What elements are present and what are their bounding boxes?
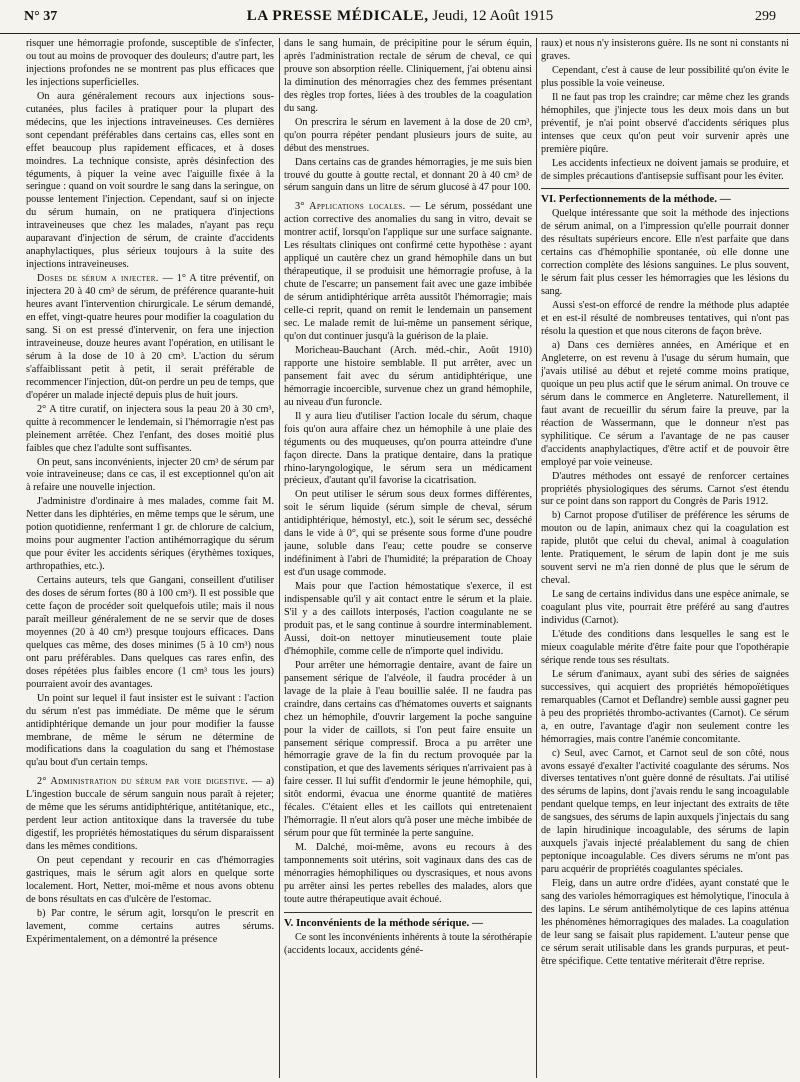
section-heading: VI. Perfectionnements de la méthode. —: [541, 193, 731, 206]
subsection-label: Doses de sérum a injecter.: [37, 273, 159, 285]
issue-date: Jeudi, 12 Août 1915: [432, 8, 554, 24]
paragraph: Le sérum d'animaux, ayant subi des séries de saignées successives, qui acquiert des propriétés hémopoïétiques remarquables (Carnot et Deflandre) semble aussi gagner peu à peu des propriétés thrombo-activantes (Carnot). Ce sérum a, en outre, l'avantage d'agir non seulement contre les hémorragies, mais contre l'anémie concomitante.: [541, 668, 789, 745]
paragraph: [26, 776, 274, 854]
paragraph: On peut utiliser le sérum sous deux formes différentes, soit le sérum liquide (sérum simple de cheval, sérum antidiphtérique, hémostyl, etc.), soit le sérum sec, desséché dans le vide à 0°, qui se présente sous forme d'une poudre jaune, soluble dans l'eau; cette poudre se conserve indéfiniment à l'abri de l'humidité; la préparation de Choay est d'un usage commode.: [284, 489, 532, 579]
paragraph: On aura généralement recours aux injections sous-cutanées, plus faciles à pratiquer pour la plupart des médecins, que les injections intraveineuses. Ces dernières sont cependant préférables dans certains cas, elles sont en effet beaucoup plus rapidement efficaces, et à doses moindres. La technique consiste, après désinfection des téguments, à piquer la veine avec l'aiguille fixée à la seringue : quand on voit sourdre le sang dans la seringue, on pousse lentement l'injection. Cependant, sauf si on injecte du sérum humain, on ne pratiquera d'injections intraveineuses que chez les malades, n'ayant pas reçu auparavant d'injection de sérum, de crainte d'accidents anaphylactiques, plus sérieux toujours à la suite des injections intraveineuses.: [26, 90, 274, 271]
journal-title: LA PRESSE MÉDICALE,: [246, 8, 429, 24]
paragraph: J'administre d'ordinaire à mes malades, comme fait M. Netter dans les diphtéries, en même temps que le sérum, une potion quotidienne, renfermant 1 gr. de chlorure de calcium, moins pour augmenter l'action antihémorragique du sérum que pour éviter les accidents sériques (érythèmes toxiques, arthropathies, etc.).: [26, 496, 274, 573]
issue-number: N° 37: [24, 9, 58, 24]
subsection-label: 2° Administration du sérum par voie digestive.: [37, 776, 249, 788]
section-rule: [284, 912, 532, 913]
paragraph: [284, 201, 532, 343]
paragraph: a) Dans ces dernières années, en Amérique et en Angleterre, on est revenu à l'usage du sérum humain, que j'avais utilisé au début et rejeté comme moins pratique, quoique un peu plus actif que le sérum animal. On trouve ce sérum dans le commerce en Angleterre. Naturellement, il faut avant de recueillir du sérum faire la preuve, par la réaction de Wassermann, que le donneur n'est pas syphilitique. Ce sérum a l'avantage de ne pas causer d'accidents anaphylactiques, d'être actif et de pouvoir être employé par voie veineuse.: [541, 340, 789, 468]
paragraph: Moricheau-Bauchant (Arch. méd.-chir., Août 1910) rapporte une histoire semblable. Il put arrêter, avec un pansement fait avec du sérum antidiphtérique, une hémorragie incoercible, survenue chez un grand hémophile, au niveau d'un furoncle.: [284, 344, 532, 408]
paragraph: Les accidents infectieux ne doivent jamais se produire, et de simples précautions d'antisepsie suffisant pour les éviter.: [541, 157, 789, 182]
paragraph: L'étude des conditions dans lesquelles le sang est le mieux coagulable mérite d'être faite pour que l'opothérapie sérique rende tous ses résultats.: [541, 628, 789, 666]
masthead: [0, 8, 800, 25]
column-divider: [536, 38, 537, 1078]
paragraph: Dans certains cas de grandes hémorragies, je me suis bien trouvé du goutte à goutte rectal, et donnant 20 à 40 cm³ de sérum sanguin dans un litre de sérum glucosé à 47 pour 100.: [284, 156, 532, 194]
paragraph: Un point sur lequel il faut insister est le suivant : l'action du sérum n'est pas immédiate. De même que le sérum antidiphtérique demande un jour pour modifier la fausse membrane, de même le sérum ne détermine de modifications dans la coagulation du sang et l'hémostase qu'au bout d'un certain temps.: [26, 692, 274, 769]
column-3: [541, 38, 789, 1076]
column-1: [26, 38, 274, 1076]
paragraph: D'autres méthodes ont essayé de renforcer certaines propriétés physiologiques des sérums. Carnot s'est étendu sur ce point dans son rapport du Congrès de Paris 1912.: [541, 470, 789, 508]
paragraph: M. Dalché, moi-même, avons eu recours à des tamponnements soit utérins, soit vaginaux dans des cas de ménorragies hémophiliques ou dyscrasiques, et nous avons pu arrêter ainsi les pertes rebelles des malades, alors que toute autre thérapeutique avait échoué.: [284, 842, 532, 905]
paragraph: raux) et nous n'y insisterons guère. Ils ne sont ni constants ni graves.: [541, 38, 789, 62]
paragraph: Ce sont les inconvénients inhérents à toute la sérothérapie (accidents locaux, accidents géné-: [284, 931, 532, 956]
page-number: 299: [755, 9, 776, 24]
paragraph: On peut, sans inconvénients, injecter 20 cm³ de sérum par voie intraveineuse; dans ce cas, il est exceptionnel qu'on ait à refaire une nouvelle injection.: [26, 456, 274, 494]
paragraph: Fleig, dans un autre ordre d'idées, ayant constaté que le sang des varioles hémorragiques est hémolytique, l'inocula à des lapins. Le sérum antihémolytique de ces lapins atténua les phénomènes hémorragiques des malades. La coagulation de leur sang se faisait plus rapidement. L'auteur pense que ce sérum serait utilisable dans les grands purpuras, et peut-être spécifique. Cette tentative mériterait d'être reprise.: [541, 878, 789, 967]
paragraph: 2° A titre curatif, on injectera sous la peau 20 à 30 cm³, quitte à recommencer le lendemain, si l'hémorragie n'est pas pleinement arrêtée. Chez l'enfant, des doses moitié plus faibles que chez l'adulte sont suffisantes.: [26, 403, 274, 454]
paragraph: dans le sang humain, de précipitine pour le sérum équin, après l'administration rectale de sérum de cheval, ce qui prouve son absorption réelle. Cliniquement, j'ai obtenu ainsi la diminution des ménorragies chez des femmes présentant des règles trop fortes, liées à des troubles de la coagulation du sang.: [284, 38, 532, 114]
paragraph: On peut cependant y recourir en cas d'hémorragies gastriques, mais le sérum agit alors en quelque sorte localement. Hort, Netter, moi-même et nous avons obtenu de bons résultats en cas d'ulcère de l'estomac.: [26, 855, 274, 905]
paragraph: Aussi s'est-on efforcé de rendre la méthode plus adaptée et en est-il résulté de nombreuses tentatives, qui n'ont pas résolu la question et que nous citerons de façon brève.: [541, 300, 789, 338]
paragraph: b) Carnot propose d'utiliser de préférence les sérums de mouton ou de lapin, animaux chez qui la coagulation est rapide, plutôt que celui du cheval, animal à coagulation lente. Pratiquement, le sérum de lapin dont je me suis souvent servi ne m'a rien donné de plus que le sérum de cheval.: [541, 510, 789, 587]
paragraph: c) Seul, avec Carnot, et Carnot seul de son côté, nous avons essayé d'exalter l'activité coagulante des sérums. Nos diverses tentatives n'ont guère donné de résultats. J'ai utilisé des sérums de lapins, dont j'avais rendu le sang incoagulable pendant quelque temps, en leur injectant des extraits de tête de sangsues, des sérums de lapin auxquels j'injectais du sang de lapin hirudinique incoagulable, des sérums de lapin auxquels j'avais injecté préalablement du sang de chien peptonique incoagulable. Ces divers sérums ne m'ont pas paru acquérir de propriétés coagulantes spéciales.: [541, 747, 789, 876]
paragraph: [26, 273, 274, 403]
paragraph: Quelque intéressante que soit la méthode des injections de sérum animal, on a l'impression qu'elle pourrait donner des résultats supérieurs encore. Elle n'est parfaite que dans certains cas d'hémophilie spontanée, où elle donne une correction complète des lésions sanguines. Le plus souvent, le sérum fait plus cesser les hémorragies que les lésions du sang.: [541, 208, 789, 298]
paragraph: Cependant, c'est à cause de leur possibilité qu'on évite le plus possible la voie veineuse.: [541, 64, 789, 89]
paragraph: Le sang de certains individus dans une espèce animale, se coagulant plus vite, pourrait être préféré au sang d'autres individus (Carnot).: [541, 589, 789, 627]
subsection-text: — a) L'ingestion buccale de sérum sanguin nous paraît à rejeter; de même que les sérums antidiphtérique, antitétanique, etc., perdent leur action antitoxique dans la traversée du tube digestif, les propriétés hémostatiques du sérum disparaissent dans les mêmes conditions.: [26, 776, 274, 853]
paragraph: b) Par contre, le sérum agit, lorsqu'on le prescrit en lavement, comme certains autres sérums. Expérimentalement, on a démontré la présence: [26, 907, 274, 945]
paragraph: Il ne faut pas trop les craindre; car même chez les grands hémophiles, que j'injecte tous les deux mois dans un but préventif, je n'ai point observé d'accidents sériques plus intenses que ceux qu'on peut voir survenir après une première piqûre.: [541, 91, 789, 155]
subsection-text: — Le sérum, possédant une action corrective des anomalies du sang in vitro, devait se montrer actif, lorsqu'on l'applique sur une surface saignante. Les résultats cliniques ont confirmé cette hypothèse : ayant appliqué un cautère chez un grand hémophile dans un but thérapeutique, il se produisit une hémorragie profuse, à la chute de l'escarre; un pansement fait avec une gaze imbibée de sérum antidiphtérique arrêta aussitôt l'hémorragie; mais celle-ci reprit, quand on remit le lendemain un pansement sec. Le malade remit de lui-même un pansement sérique, qu'on dut continuer jusqu'à la guérison de la plaie.: [284, 201, 532, 342]
paragraph: Mais pour que l'action hémostatique s'exerce, il est indispensable qu'il y ait contact entre le sérum et la plaie. S'il y a des caillots interposés, l'action coagulante ne se produit pas, et le sang continue à sourdre interminablement. Aussi, doit-on nettoyer minutieusement toute plaie d'hémophile, comme celle de n'importe quel individu.: [284, 581, 532, 657]
paragraph: Certains auteurs, tels que Gangani, conseillent d'utiliser des doses de sérum fortes (80 à 100 cm³). Il est possible que cette façon de procéder soit quelquefois utile; mais il nous paraît meilleur généralement de ne se servir que de doses moyennes (20 à 40 cm³) presque toujours efficaces. Dans quelques cas même, des doses minimes (5 à 10 cm³) nous ont paru préférables. Dans quelques cas rares enfin, des doses répétées plus faibles encore (1 cm³ tous les jours) pourraient avoir des avantages.: [26, 575, 274, 690]
section-rule: [541, 188, 789, 189]
paragraph: Il y aura lieu d'utiliser l'action locale du sérum, chaque fois qu'on aura affaire chez un hémophile à une plaie des téguments ou des muqueuses, qu'on pourra atteindre d'une façon directe. Dans la pratique dentaire, dans la pratique rhino-laryngologique, le sérum sera un médicament précieux, d'autant qu'il favorise la cicatrisation.: [284, 410, 532, 487]
paragraph: On prescrira le sérum en lavement à la dose de 20 cm³, qu'on pourra répéter pendant plusieurs jours de suite, au début des menstrues.: [284, 116, 532, 154]
column-2: [284, 38, 532, 1076]
paragraph: Pour arrêter une hémorragie dentaire, avant de faire un pansement sérique de l'alvéole, il faudra procéder à un lavage de la plaie à l'eau bouillie salée. Il ne faudra pas craindre, dans certains cas d'hématomes ouverts et saignants chez un hémophile, d'ouvrir largement la poche sanguine pour la vider de caillots, si l'on peut faire ensuite un pansement sérique compressif. Broca a pu arrêter une hémorragie grave de la fin du rectum provoquée par la constipation, et que des lavements sériques n'arrivaient pas à faire cesser. Il lui suffit d'endormir le jeune hémophile, qui, sitôt endormi, évacua une énorme quantité de matières fécales. C'étaient elles et les caillots qui entretenaient l'hémorragie. Il n'eut alors qu'à poser une mèche imbibée de sérum pour que fût terminée la perte sanguine.: [284, 659, 532, 840]
section-heading: V. Inconvénients de la méthode sérique. —: [284, 916, 484, 929]
page-header: [0, 0, 800, 34]
subsection-label: 3° Applications locales.: [295, 201, 406, 213]
subsection-text: — 1° A titre préventif, on injectera 20 à 40 cm³ de sérum, de préférence quarante-huit heures avant l'intervention chirurgicale. Le sérum demandé, en effet, vingt-quatre heures pour modifier la coagulation du sang. Si on est pressé d'intervenir, on fera une injection intraveineuse, douze heures avant l'opération, en utilisant le sérum à la dose de 10 à 20 cm³. L'action du sérum s'affaiblissant petit à petit, il serait préférable de recommencer l'injection, dût-on perdre un peu de temps, que d'opérer un malade injecté depuis plus de huit jours.: [26, 273, 274, 401]
paragraph: risquer une hémorragie profonde, susceptible de s'infecter, ou tout au moins de provoquer des douleurs; d'autre part, les injections profondes ne se montrent pas plus efficaces que les injections superficielles.: [26, 38, 274, 88]
column-divider: [279, 38, 280, 1078]
